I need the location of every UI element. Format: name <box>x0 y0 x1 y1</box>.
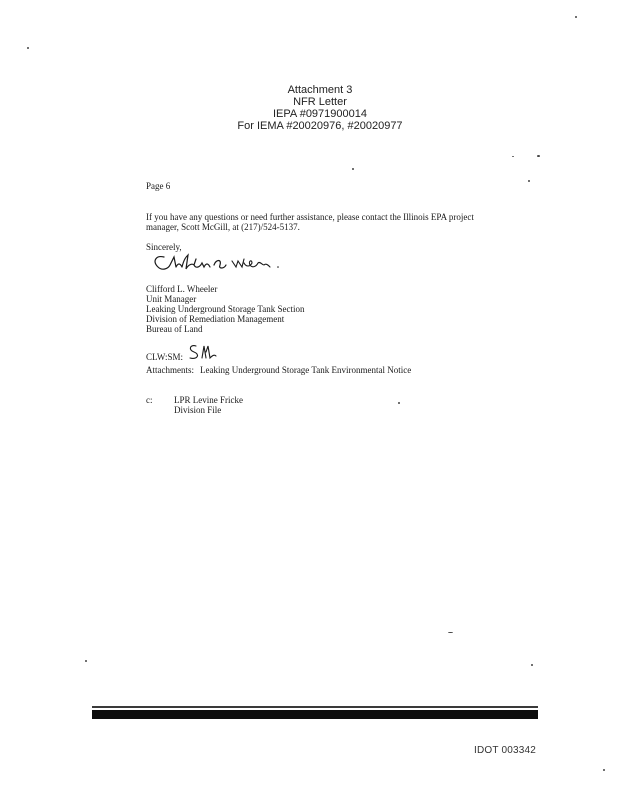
scan-speck <box>528 180 530 182</box>
signer-bureau: Bureau of Land <box>146 324 203 334</box>
cc-recipient: LPR Levine Fricke <box>174 395 243 405</box>
scan-speck <box>352 168 354 170</box>
header-line-iema-numbers: For IEMA #20020976, #20020977 <box>237 120 403 132</box>
handwritten-signature <box>150 251 290 277</box>
footer-rule-bar <box>92 710 538 719</box>
footer-rule-thin <box>92 706 538 708</box>
signer-division: Division of Remediation Management <box>146 314 285 324</box>
attachments-value: Leaking Underground Storage Tank Environmental Notice <box>200 365 412 375</box>
scan-speck <box>603 769 605 771</box>
signature-block <box>146 284 526 334</box>
scan-speck <box>27 47 29 49</box>
signer-name: Clifford L. Wheeler <box>146 284 218 294</box>
letter-body-paragraph: If you have any questions or need further assistance, please contact the Illinois EPA project manager, Scott McGill, at (217)/524-5137. <box>146 212 474 232</box>
header-line-attachment: Attachment 3 <box>287 84 353 96</box>
scan-speck <box>512 156 514 157</box>
attachments-line <box>146 365 526 375</box>
scan-speck <box>85 660 87 662</box>
scan-speck <box>448 632 453 633</box>
cc-recipient: Division File <box>174 405 222 415</box>
attachment-header <box>0 84 618 132</box>
signer-section: Leaking Underground Storage Tank Section <box>146 304 305 314</box>
header-line-letter-type: NFR Letter <box>293 96 347 108</box>
scan-speck <box>537 155 540 157</box>
letter-closing: Sincerely, <box>146 242 182 252</box>
page-number: Page 6 <box>146 181 171 191</box>
scan-speck <box>398 402 400 404</box>
reference-initials-text: CLW:SM: <box>146 352 184 362</box>
cc-list <box>146 395 446 415</box>
bates-number: IDOT 003342 <box>474 745 537 756</box>
handwritten-initials <box>186 340 220 362</box>
cc-recipients <box>174 395 243 415</box>
reference-initials <box>146 340 220 362</box>
signer-title: Unit Manager <box>146 294 197 304</box>
cc-label: c: <box>146 395 153 405</box>
header-line-iepa-number: IEPA #0971900014 <box>273 108 367 120</box>
attachments-label: Attachments: <box>146 365 194 375</box>
scan-speck <box>531 664 533 666</box>
scan-speck <box>575 16 577 18</box>
